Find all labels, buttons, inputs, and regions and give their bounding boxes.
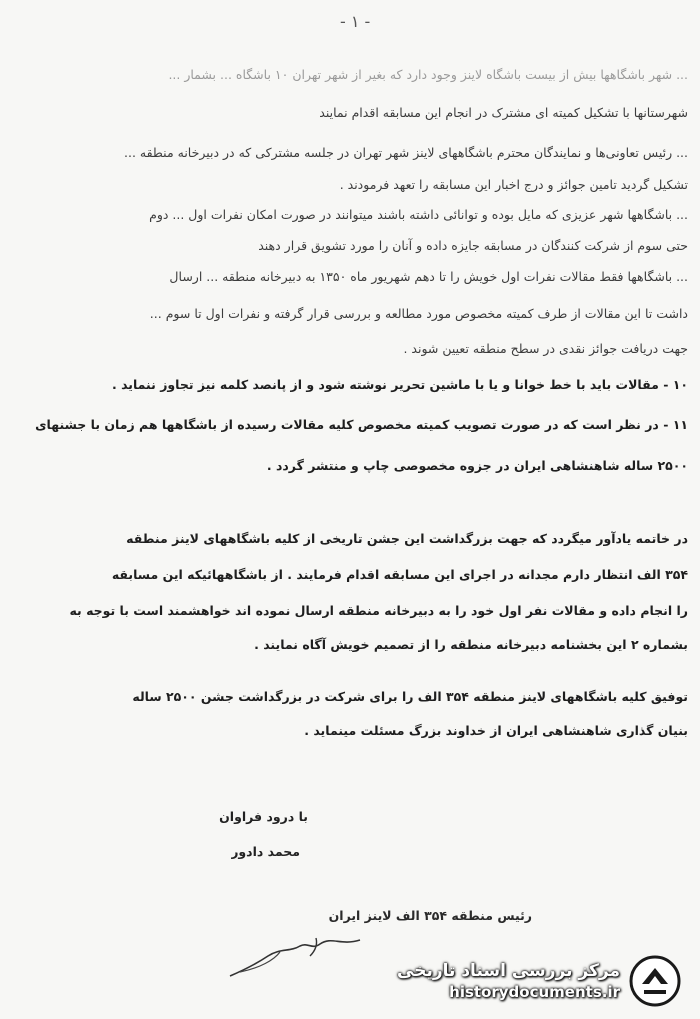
signature-scribble [220,932,370,982]
text-line: تشکیل گردید تامین جوائز و درج اخبار این مسابقه را تعهد فرمودند . [339,177,688,192]
text-line: ... رئیس تعاونی‌ها و نمایندگان محترم باشگاههای لاینز شهر تهران در جلسه مشترکی که در دبیرخانه منطقه ... [124,145,688,160]
text-line: داشت تا این مقالات از طرف کمیته مخصوص مورد مطالعه و بررسی قرار گرفته و نفرات اول تا سوم ... [149,306,688,321]
watermark-url: historydocuments.ir [449,983,620,1001]
text-line: ۱۱ - در نظر است که در صورت تصویب کمیته مخصوص کلیه مقالات رسیده از باشگاهها هم زمان با جشنهای [35,417,688,432]
archive-logo-icon [628,954,682,1008]
watermark [397,954,682,1008]
text-line: حتی سوم از شرکت کنندگان در مسابقه جایزه داده و آنان را مورد تشویق قرار دهند [258,238,688,253]
text-line: توفیق کلیه باشگاههای لاینز منطقه ۳۵۴ الف را برای شرکت در بزرگداشت جشن ۲۵۰۰ ساله [132,689,688,704]
text-line: بشماره ۲ این بخشنامه دبیرخانه منطقه را از تصمیم خویش آگاه نمایند . [254,637,688,652]
page-number: - ۱ - [340,12,371,31]
text-line: ... باشگاهها فقط مقالات نفرات اول خویش را تا دهم شهریور ماه ۱۳۵۰ به دبیرخانه منطقه ... ارسال [169,269,688,284]
text-line: ... شهر باشگاهها بیش از بیست باشگاه لاینز وجود دارد که بغیر از شهر تهران ۱۰ باشگاه ... بشمار ... [168,67,688,82]
item-10: ۱۰ - مقالات باید با خط خوانا و یا با ماشین تحریر نوشته شود و از پانصد کلمه نیز تجاوز ننماید . [111,377,688,392]
signer-name: محمد دادور [231,844,300,859]
text-line: جهت دریافت جوائز نقدی در سطح منطقه تعیین شوند . [403,341,688,356]
text-line: ... باشگاهها شهر عزیزی که مایل بوده و توانائی داشته باشند میتوانند در صورت امکان نفرات اول ... دوم [149,207,688,222]
text-line: را انجام داده و مقالات نفر اول خود را به دبیرخانه منطقه ارسال نموده اند خواهشمند است با توجه به [69,603,688,618]
text-line: ۳۵۴ الف انتظار دارم مجدانه در اجرای این مسابقه اقدام فرمایند . از باشگاههائیکه این مسابقه [111,567,688,582]
closing-salutation: با درود فراوان [219,809,308,824]
watermark-name: مرکز بررسی اسناد تاریخی [397,961,620,981]
signer-title: رئیس منطقه ۳۵۴ الف لاینز ایران [328,908,532,923]
text-line: در خاتمه یادآور میگردد که جهت بزرگداشت این جشن تاریخی از کلیه باشگاههای لاینز منطقه [126,531,688,546]
text-line: ۲۵۰۰ ساله شاهنشاهی ایران در جزوه مخصوصی چاپ و منتشر گردد . [266,458,688,473]
text-line: شهرستانها با تشکیل کمیته ای مشترک در انجام این مسابقه اقدام نمایند [319,105,688,120]
text-line: بنیان گذاری شاهنشاهی ایران از خداوند بزرگ مسئلت مینماید . [304,723,688,738]
